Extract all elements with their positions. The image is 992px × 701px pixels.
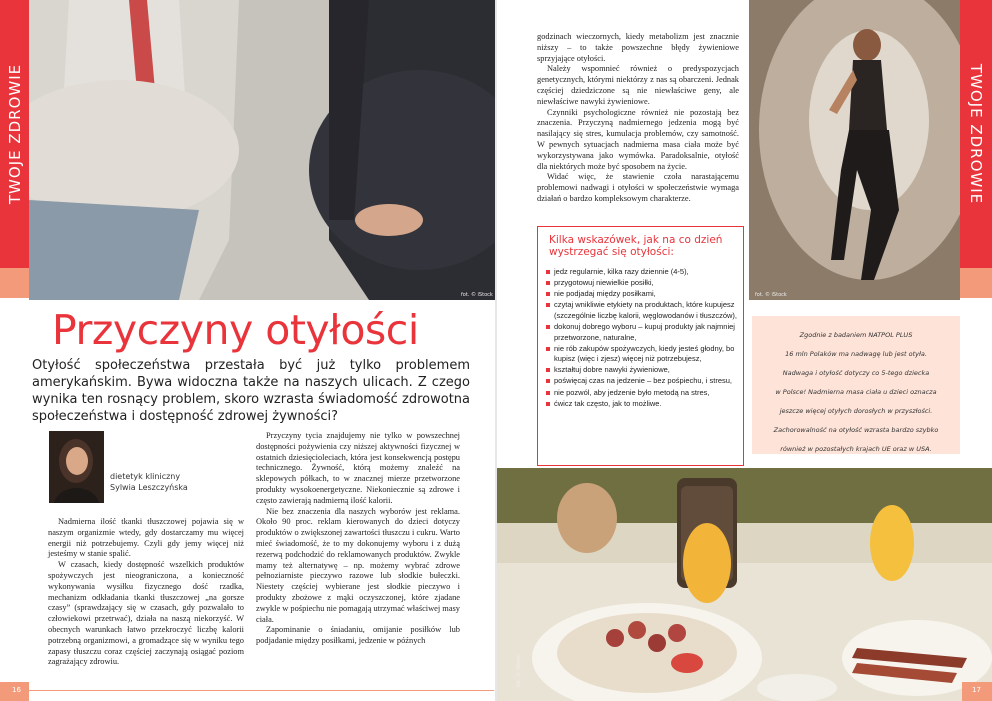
- section-tab-right-accent: [960, 268, 992, 298]
- list-item: nie rób zakupów spożywczych, kiedy jesteś głodny, bo kupisz (więc i zjesz) więcej niż potrzebujesz,: [546, 344, 740, 365]
- article-column-3: [537, 32, 739, 205]
- highlight-line: 16 mln Polaków ma nadwagę lub jest otyła.: [785, 350, 927, 358]
- tips-box: [537, 226, 744, 466]
- page-number-left: 16: [12, 686, 21, 694]
- runner-illustration: [749, 0, 960, 300]
- list-item: dokonuj dobrego wyboru – kupuj produkty jak najmniej przetworzone, naturalne,: [546, 322, 740, 343]
- paragraph: Przyczyny tycia znajdujemy nie tylko w powszechnej dostępności pożywienia czy niższej aktywności fizycznej w ostatnich dziesięcioleciach, która jest konsekwencją postępu technicznego. Żywność, którą możemy znaleźć na sklepowych półkach, to w znacznej mierze przetworzone produkty wysokoenergetyczne. Niekoniecznie są zdrowe i często zawierają nadmierną ilość kalorii.: [256, 431, 460, 505]
- author-role: dietetyk kliniczny: [110, 472, 181, 481]
- highlight-text: [760, 326, 952, 459]
- page-number-right: 17: [972, 686, 981, 694]
- author-avatar: [49, 431, 104, 503]
- photo-bellies: [29, 0, 495, 300]
- highlight-line: również w pozostałych krajach UE oraz w USA.: [780, 445, 932, 453]
- photo-credit: fot. © iStock: [461, 292, 493, 298]
- paragraph: Zapominanie o śniadaniu, omijanie posiłków lub podjadanie między posiłkami, jedzenie w późnych: [256, 625, 460, 646]
- bullet-icon: [546, 391, 550, 395]
- list-item: jedz regularnie, kilka razy dziennie (4-5),: [546, 267, 740, 278]
- bullet-icon: [546, 270, 550, 274]
- photo-breakfast: [497, 468, 992, 701]
- breakfast-illustration: [497, 468, 992, 701]
- highlight-line: w Polsce! Nadmierna masa ciała u dzieci oznacza: [775, 388, 937, 396]
- bullet-icon: [546, 325, 550, 329]
- paragraph: Widać więc, że stawienie czoła narastającemu problemowi nadwagi i otyłości w społeczeństwie wymaga działań o bardzo kompleksowym charakterze.: [537, 172, 739, 203]
- list-item: poświęcaj czas na jedzenie – bez pośpiechu, i stresu,: [546, 376, 740, 387]
- highlight-line: Nadwaga i otyłość dotyczy co 5-tego dziecka: [782, 369, 930, 377]
- author-name: Sylwia Leszczyńska: [110, 483, 188, 492]
- paragraph: Nie bez znaczenia dla naszych wyborów jest reklama. Około 90 proc. reklam kierowanych do dzieci dotyczy produktów o zwiększonej zawartości tłuszczu i cukru. Warto mieć świadomość, że to my dokonujemy wyboru i z dużą rezerwą podchodzić do reklamowanych produktów. Zwykle mamy też alternatywę – np. możemy wybrać zdrowe pełnoziarniste pieczywo razowe lub słodkie bułeczki. Niestety częściej wybierane jest słodkie pieczywo i produkty zbożowe z mąki oczyszczonej, które zjadane zwykle w pośpiechu nie pomagają utrzymać właściwej masy ciała.: [256, 506, 460, 624]
- paragraph: Czynniki psychologiczne również nie pozostają bez znaczenia. Przyczyną nadmiernego jedzenia mogą być nasilający się stres, kumulacja problemów, czy samotność. W pewnych sytuacjach nadmierna masa ciała może być wykorzystywana jako wymówka. Paradoksalnie, otyłość dla niektórych może być sposobem na życie.: [537, 107, 739, 171]
- footer-rule: [29, 690, 494, 691]
- photo-credit: fot. © iStock: [755, 292, 787, 298]
- tips-title: Kilka wskazówek, jak na co dzień wystrzegać się otyłości:: [549, 234, 723, 258]
- paragraph: godzinach wieczornych, kiedy metabolizm jest znacznie niższy – to także powszechne błędy żywieniowe sprzyjające otyłości.: [537, 32, 739, 63]
- list-item: przygotowuj niewielkie posiłki,: [546, 278, 740, 289]
- article-title: Przyczyny otyłości: [52, 306, 419, 354]
- bullet-icon: [546, 368, 550, 372]
- paragraph: Należy wspomnieć również o predyspozycjach genetycznych, którymi niektórzy z nas są obarczeni. Jednak częściej dziedziczone są nie niewłaściwe geny, ale niewłaściwe nawyki żywieniowe.: [537, 64, 739, 106]
- list-item: nie pozwól, aby jedzenie było metodą na stres,: [546, 388, 740, 399]
- section-tab-left-accent: [0, 268, 29, 298]
- article-lead: Otyłość społeczeństwa przestała być już tylko problemem amerykańskim. Bywa widoczna także na naszych ulicach. Z czego wynika ten rosnący problem, skoro wzrasta świadomość zdrowotna społeczeństwa i dostępność zdrowej żywności?: [32, 358, 470, 424]
- list-item: kształtuj dobre nawyki żywieniowe,: [546, 365, 740, 376]
- bullet-icon: [546, 379, 550, 383]
- bullet-icon: [546, 292, 550, 296]
- highlight-line: Zachorowalność na otyłość wzrasta bardzo szybko: [773, 426, 939, 434]
- highlight-line: jeszcze więcej otyłych dorosłych w przyszłości.: [779, 407, 933, 415]
- section-tab-label-left: TWOJE ZDROWIE: [6, 63, 24, 205]
- bullet-icon: [546, 303, 550, 307]
- bullet-icon: [546, 281, 550, 285]
- bullet-icon: [546, 402, 550, 406]
- section-tab-label-right: TWOJE ZDROWIE: [967, 63, 985, 205]
- list-item: nie podjadaj między posiłkami,: [546, 289, 740, 300]
- list-item: czytaj wnikliwie etykiety na produktach, które kupujesz (szczególnie liczbę kalorii, węglowodanów i tłuszczów),: [546, 300, 740, 321]
- bellies-illustration: [29, 0, 495, 300]
- highlight-line: Zgodnie z badaniem NATPOL PLUS: [799, 331, 913, 339]
- list-item: ćwicz tak często, jak to możliwe.: [546, 399, 740, 410]
- article-column-2: [256, 431, 460, 647]
- photo-runner: [749, 0, 960, 300]
- photo-credit: fot. © iStock: [515, 655, 522, 687]
- paragraph: Nadmierna ilość tkanki tłuszczowej pojawia się w naszym organizmie wtedy, gdy dostarczamy mu więcej energii niż potrzebujemy. Czyli gdy jemy więcej niż jesteśmy w stanie spalić.: [48, 517, 244, 559]
- highlight-box: [752, 316, 960, 454]
- paragraph: W czasach, kiedy dostępność wszelkich produktów spożywczych jest nieograniczona, a konieczność wykonywania wysiłku fizycznego dość rzadka, mechanizm odkładania tkanki tłuszczowej „na gorsze czasy” (sprawdzający się w czasach, gdy pozwalało to człowiekowi przetrwać), działa na naszą niekorzyść. W obecnych warunkach łatwo przekroczyć liczbę kalorii potrzebną organizmowi, a gromadzące się w wyniku tego zapasy tłuszczu coraz częściej zaczynają osiągać poziom zagrażający zdrowiu.: [48, 560, 244, 667]
- tips-list: [546, 267, 740, 410]
- article-column-1: [48, 517, 244, 668]
- bullet-icon: [546, 347, 550, 351]
